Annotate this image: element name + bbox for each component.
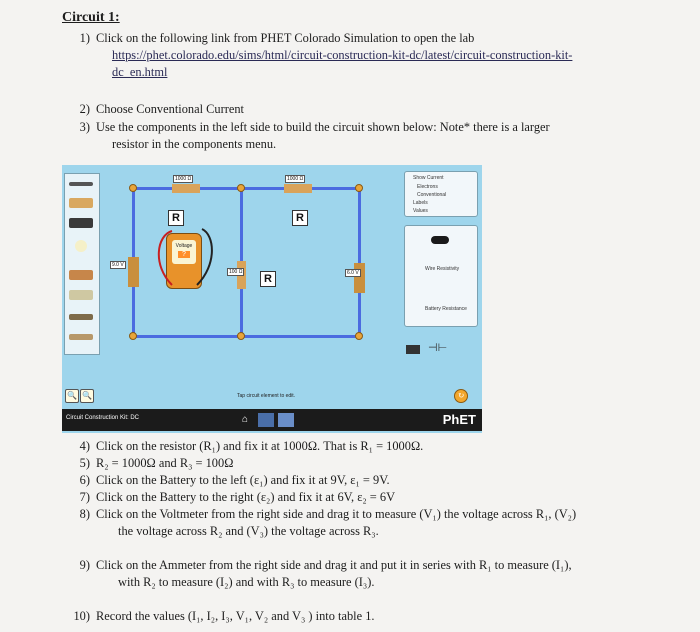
junction-node[interactable] (355, 332, 363, 340)
step-text: Click on the Battery to the right (ε₂) and fix it at 6V, ε₂ = 6V (96, 490, 396, 504)
step-1 (62, 30, 474, 47)
step-6 (62, 472, 390, 489)
phet-simulation (62, 165, 482, 433)
step-number: 4) (79, 439, 90, 453)
option-values[interactable]: Values (413, 208, 428, 214)
resistor-r2[interactable] (284, 184, 312, 193)
resistor-r1-label: R (168, 210, 184, 226)
step-number: 1) (79, 31, 90, 45)
resistor-r1-value: 1000 Ω (175, 176, 192, 182)
step-2 (62, 101, 244, 118)
step-text: Record the values (I₁, I₂, I₃, V₁, V₂ and V₃ ) into table 1. (96, 609, 375, 623)
step-text: R₂ = 1000Ω and R₃ = 100Ω (96, 456, 234, 470)
option-battery-resistance[interactable]: Battery Resistance (425, 306, 467, 312)
step-8 (62, 506, 576, 523)
screen-thumbnail-1[interactable] (258, 413, 274, 427)
step-5 (62, 455, 233, 472)
phet-link-line-2[interactable]: dc_en.html (112, 65, 168, 79)
resistor-r1[interactable] (172, 184, 200, 193)
ammeter-icon[interactable] (431, 236, 449, 244)
resistor-r2-value: 1000 Ω (287, 176, 304, 182)
resistor-r3-value: 100 Ω (229, 269, 243, 275)
junction-node[interactable] (237, 332, 245, 340)
step-number: 6) (79, 473, 90, 487)
option-show-current[interactable]: Show Current (413, 175, 444, 181)
step-9-continued: with R₂ to measure (I₂) and with R₃ to measure (I₃). (118, 575, 375, 589)
switch2-tool-icon[interactable] (69, 314, 93, 320)
option-wire-resistivity[interactable]: Wire Resistivity (425, 266, 460, 272)
voltmeter-value: ? (178, 251, 190, 258)
step-number: 2) (79, 102, 90, 116)
option-labels[interactable]: Labels (413, 200, 428, 206)
zoom-out-icon[interactable]: 🔍 (80, 389, 94, 403)
battery-e1-value: 9.0 V (112, 262, 124, 268)
step-3 (62, 119, 550, 136)
step-4 (62, 438, 423, 455)
phet-logo[interactable]: PhET (442, 412, 476, 427)
battery-tool-icon[interactable] (69, 198, 93, 208)
junction-node[interactable] (355, 184, 363, 192)
option-electrons[interactable]: Electrons (417, 184, 438, 190)
step-8-continued: the voltage across R₂ and (V₃) the voltage across R₃. (118, 524, 379, 538)
screen-thumbnail-2[interactable] (278, 413, 294, 427)
app-title: Circuit Construction Kit: DC (66, 415, 140, 421)
step-text: Click on the Ammeter from the right side and drag it and put it in series with R₁ to measure (I₁), (96, 558, 572, 572)
voltmeter-probe-leads (157, 225, 217, 295)
voltmeter-label: Voltage (175, 243, 193, 249)
resistor-r2-label: R (292, 210, 308, 226)
right-wire (358, 187, 361, 337)
step-number: 7) (79, 490, 90, 504)
bottom-wire (132, 335, 360, 338)
junction-node[interactable] (129, 332, 137, 340)
step-text: Click on the Battery to the left (ε₁) and fix it at 9V, ε₁ = 9V. (96, 473, 390, 487)
component-toolbox[interactable] (64, 173, 100, 355)
step-9 (62, 557, 572, 574)
step-number: 10) (73, 609, 90, 623)
junction-node[interactable] (129, 184, 137, 192)
step-number: 5) (79, 456, 90, 470)
view-options-panel[interactable] (404, 171, 478, 217)
section-title: Circuit 1: (62, 10, 120, 25)
battery-e2-value: 6.0 V (347, 270, 359, 276)
resistor2-tool-icon[interactable] (69, 334, 93, 340)
step-text: Click on the Voltmeter from the right side and drag it to measure (V₁) the voltage across R₁, (V₂) (96, 507, 577, 521)
schematic-icon[interactable]: ⊣⊢ (428, 342, 448, 354)
step-text: Click on the resistor (R₁) and fix it at 1000Ω. That is R₁ = 1000Ω. (96, 439, 424, 453)
zoom-icon[interactable]: 🔍 (65, 389, 79, 403)
step-text: Use the components in the left side to build the circuit shown below: Note* there is a larger (96, 120, 550, 134)
resistor-tool-icon[interactable] (69, 270, 93, 280)
option-conventional[interactable]: Conventional (417, 192, 447, 198)
phet-link-line-1[interactable]: https://phet.colorado.edu/sims/html/circuit-construction-kit-dc/latest/circuit-construction-kit- (112, 48, 573, 62)
tap-hint: Tap circuit element to edit. (237, 393, 296, 399)
step-number: 8) (79, 507, 90, 521)
resistor-r3-label: R (260, 271, 276, 287)
step-text: Choose Conventional Current (96, 102, 244, 116)
home-icon[interactable]: ⌂ (242, 414, 249, 425)
tools-panel[interactable] (404, 225, 478, 327)
step-3-continued: resistor in the components menu. (112, 137, 277, 151)
battery-icon[interactable] (406, 345, 420, 354)
switch-tool-icon[interactable] (69, 218, 93, 228)
battery-e1[interactable] (128, 257, 139, 287)
step-number: 3) (79, 120, 90, 134)
battery-e2[interactable] (354, 263, 365, 293)
bulb-tool-icon[interactable] (75, 240, 87, 252)
step-text: Click on the following link from PHET Colorado Simulation to open the lab (96, 31, 475, 45)
step-10 (62, 608, 375, 625)
sim-navbar (62, 409, 482, 431)
step-number: 9) (79, 558, 90, 572)
junction-node[interactable] (237, 184, 245, 192)
reset-icon[interactable]: ↻ (454, 389, 468, 403)
step-7 (62, 489, 395, 506)
fuse-tool-icon[interactable] (69, 290, 93, 300)
wire-tool-icon[interactable] (69, 182, 93, 186)
